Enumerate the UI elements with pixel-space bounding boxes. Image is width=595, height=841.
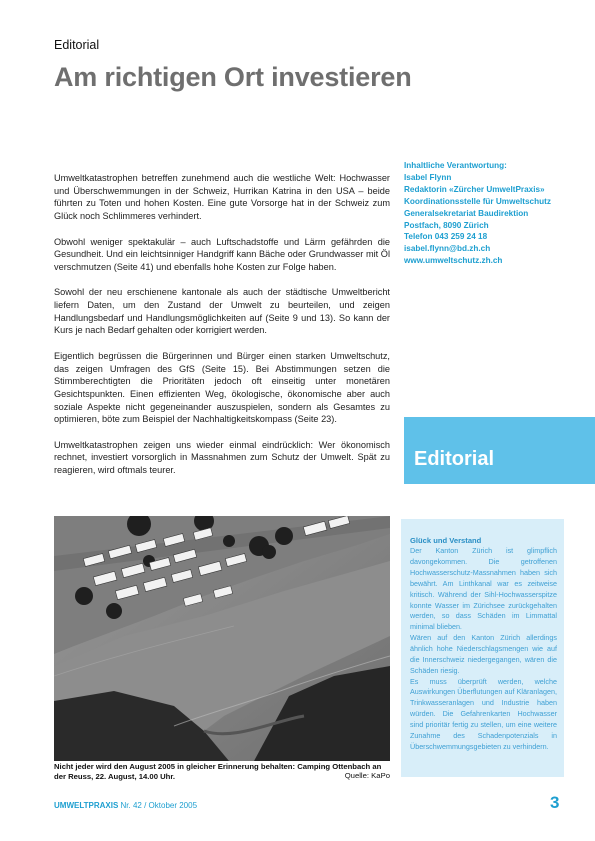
contact-block <box>404 160 594 267</box>
contact-email-link[interactable]: isabel.flynn@bd.zh.ch <box>404 244 491 254</box>
footer-issue: Nr. 42 / Oktober 2005 <box>120 801 198 810</box>
sidebar-paragraph: Es muss überprüft werden, welche Auswirkungen Überflutungen auf Kläranlagen, Trinkwasseranlagen und Industrie haben würden. Die Gefahrenkarten Hochwasser sind prioritär fertig zu stellen, um eine weitere Zunahme des Schadenpotenzials in Überschwemmungsgebieten zu verhindern. <box>410 676 557 751</box>
sidebar-paragraph: Wären auf den Kanton Zürich allerdings ähnlich hohe Niederschlagsmengen wie auf die Innerschweiz niedergegangen, wären die Schäden riesig. <box>410 633 557 675</box>
footer <box>54 801 197 810</box>
contact-website-link[interactable]: www.umweltschutz.zh.ch <box>404 256 503 266</box>
body-paragraph: Eigentlich begrüssen die Bürgerinnen und Bürger einen starken Umweltschutz, das zeigen Umfragen des GfS (Seite 15). Bei Abstimmungen setzen die Stimmberechtigten die Prioritäten jedoch oft einseitig unter monetären Gesichtspunkten. Einen effizienten Weg, ökologische, ökonomische aber auch soziale Aspekte nicht gegeneinander auszuspielen, sondern als Gesamtes zu optimieren, böte zum Beispiel der Nachhaltigkeitskompass (Seite 23). <box>54 350 390 425</box>
article-body <box>54 172 390 490</box>
contact-phone: Telefon 043 259 24 18 <box>404 232 488 242</box>
page-title: Am richtigen Ort investieren <box>54 62 412 92</box>
contact-address: Postfach, 8090 Zürich <box>404 220 489 230</box>
photo-caption: Nicht jeder wird den August 2005 in gleicher Erinnerung behalten: Camping Ottenbach an der Reuss, 22. August, 14.00 Uhr. <box>54 762 382 781</box>
footer-brand: UMWELTPRAXIS <box>54 801 119 810</box>
sidebar-heading: Glück und Verstand <box>410 536 482 545</box>
sidebar-box <box>401 519 564 777</box>
body-paragraph: Sowohl der neu erschienene kantonale als auch der städtische Umweltbericht liefern Daten, um den Zustand der Umwelt zu beurteilen, und zeigen Handlungsbedarf und Handlungsmöglichkeiten auf (Seite 9 und 13). So kann der Kurs je nach Bedarf gehalten oder korrigiert werden. <box>54 287 390 336</box>
section-label: Editorial <box>54 38 100 52</box>
sidebar-text <box>410 546 557 752</box>
page-number: 3 <box>550 793 560 812</box>
photo-source: Quelle: KaPo <box>344 771 390 780</box>
sidebar-paragraph: Der Kanton Zürich ist glimpflich davongekommen. Die getroffenen Hochwasserschutz-Massnahmen haben sich bewährt. Am Linthkanal war es zeitweise kritisch. Während der Sihl-Hochwasserspitze konnte Wasser im Zürichsee zurückgehalten werden, so dass Schäden im Limmattal minimal blieben. <box>410 546 557 632</box>
contact-role: Redaktorin «Zürcher UmweltPraxis» <box>404 184 545 194</box>
contact-name: Isabel Flynn <box>404 172 452 182</box>
editorial-banner-label: Editorial <box>414 448 495 470</box>
contact-heading: Inhaltliche Verantwortung: <box>404 161 507 170</box>
body-paragraph: Obwohl weniger spektakulär – auch Luftschadstoffe und Lärm gefährden die Gesundheit. Und ein leichtsinniger Handgriff kann Bäche oder Grundwasser mit Öl verschmutzen (Seite 41) und ebenfalls hohe Kosten zur Folge haben. <box>54 236 390 272</box>
flood-photo <box>54 516 390 761</box>
body-paragraph: Umweltkatastrophen betreffen zunehmend auch die westliche Welt: Hochwasser und Überschwemmungen in der Schweiz, Hurrikan Katrina in den USA – beide führten zu Toten und hohen Kosten. Eine gute Vorsorge hat in der Schweiz zum Glück noch Schlimmeres verhindert. <box>54 173 390 222</box>
flood-photo-graphic <box>54 516 390 761</box>
body-paragraph: Umweltkatastrophen zeigen uns wieder einmal eindrücklich: Wer ökonomisch rechnet, investiert vorsorglich in Massnahmen zum Schutz der Umwelt. Spät zu reagieren, wird oftmals teurer. <box>54 439 390 476</box>
contact-office: Generalsekretariat Baudirektion <box>404 208 529 218</box>
contact-department: Koordinationsstelle für Umweltschutz <box>404 196 551 206</box>
